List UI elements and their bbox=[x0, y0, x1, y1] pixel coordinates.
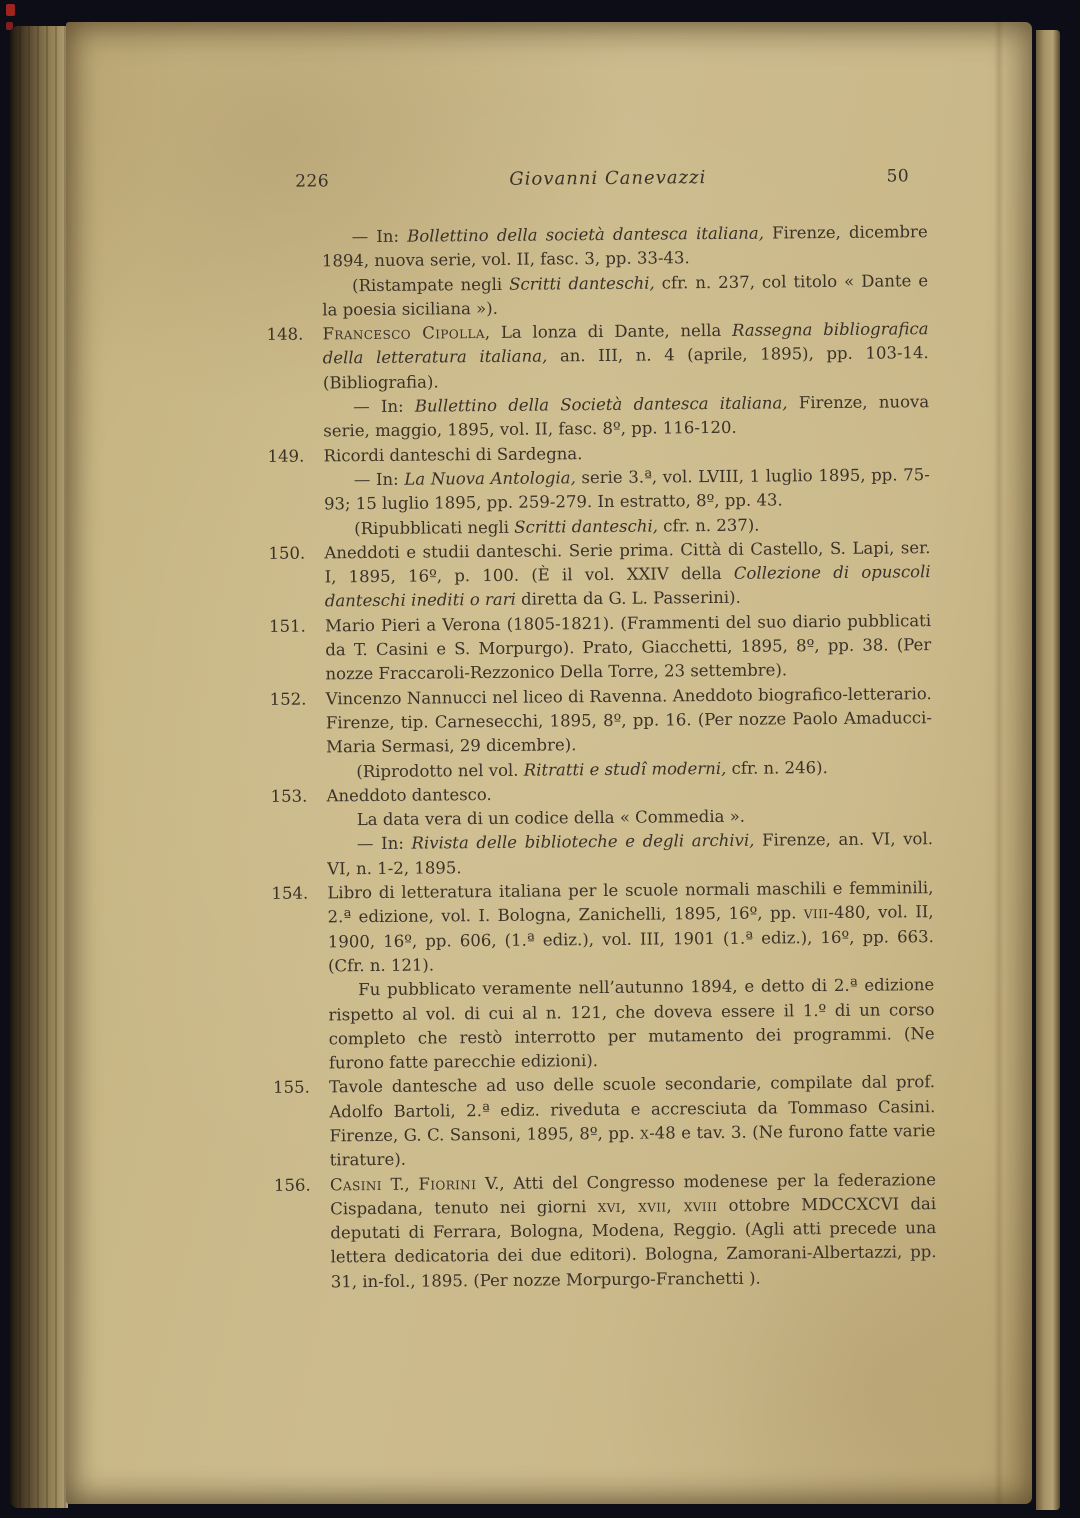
text-segment: Fiorini bbox=[418, 1173, 477, 1194]
text-segment: ottobre MDCCXCVI dai deputati di Ferrara, Bologna, Modena, Reggio. (Agli atti precede una lettera dedicatoria dei due editori). Bologna, Zamorani-Albertazzi, pp. 31, in-fol., 1895. (Per nozze Morpurgo-Franchetti ). bbox=[330, 1193, 937, 1292]
page-header bbox=[265, 165, 927, 192]
folio-number: 50 bbox=[886, 166, 910, 187]
text-segment: Rivista delle biblioteche e degli archivi, bbox=[411, 831, 755, 854]
text-segment: Libro di letteratura italiana per le scuole normali maschili e femminili, 2.ª edizione, vol. I. Bologna, Zanichelli, 1895, 16º, pp. bbox=[327, 878, 934, 927]
text-segment: Aneddoti e studii danteschi. Serie prima. Città di Castello, S. Lapi, ser. I, 1895, 16º, p. 100. (È il vol. XXIV della bbox=[324, 537, 931, 587]
entry-156 bbox=[274, 1168, 937, 1295]
text-segment: (Ristampate negli bbox=[352, 274, 510, 295]
text-segment: diretta da G. L. Passerini). bbox=[515, 588, 741, 610]
text-segment: Collezione di opuscoli danteschi inediti o rari bbox=[324, 562, 931, 611]
text-segment: T., bbox=[381, 1174, 419, 1194]
text-segment: Aneddoto dantesco. bbox=[326, 784, 492, 806]
text-segment: Scritti danteschi, bbox=[509, 273, 655, 294]
text-segment: Francesco Cipolla bbox=[322, 323, 485, 344]
text-segment: Casini bbox=[329, 1174, 382, 1194]
entry-number: 153. bbox=[270, 786, 308, 806]
paragraph bbox=[271, 828, 933, 882]
text-segment: -480, vol. II, 1900, 16º, pp. 606, (1.ª ediz.), vol. III, 1901 (1.ª ediz.), 16º, pp. 663. (Cfr. n. 121). bbox=[327, 902, 934, 976]
page-number: 226 bbox=[295, 171, 330, 192]
text-segment: Firenze, an. VI, vol. VI, n. 1-2, 1895. bbox=[327, 829, 934, 879]
running-title: Giovanni Canevazzi bbox=[509, 167, 707, 190]
text-segment: Firenze, nuova serie, maggio, 1895, vol. II, fasc. 8º, pp. 116-120. bbox=[323, 392, 930, 441]
text-segment: cfr. n. 237, col titolo « Dante e la poesia siciliana »). bbox=[322, 270, 929, 320]
entry-number: 149. bbox=[267, 446, 305, 466]
text-segment: Firenze, dicembre 1894, nuova serie, vol. II, fasc. 3, pp. 33-43. bbox=[321, 222, 928, 271]
text-segment: Bullettino della Società dantesca italiana, bbox=[414, 393, 788, 416]
text-segment: (Ripubblicati negli bbox=[354, 517, 515, 538]
entry-number: 150. bbox=[268, 543, 306, 563]
scan-artifact-red bbox=[6, 4, 15, 16]
entry-150 bbox=[268, 536, 931, 615]
next-page-edge bbox=[1036, 30, 1060, 1510]
text-segment: La data vera di un codice della « Commedia ». bbox=[356, 806, 746, 830]
page-content bbox=[265, 165, 937, 1295]
text-segment: — In: bbox=[353, 469, 405, 490]
text-segment: cfr. n. 237). bbox=[657, 515, 760, 536]
entry-155 bbox=[273, 1070, 936, 1173]
entry-number: 152. bbox=[269, 689, 307, 709]
text-segment: Mario Pieri a Verona (1805-1821). (Frammenti del suo diario pubblicati da T. Casini e S. Morpurgo). Prato, Giacchetti, 1895, 8º, pp. 38. (Per nozze Fraccaroli-Rezzonico Della Torre, 23 settembre). bbox=[324, 610, 932, 684]
paragraph bbox=[272, 973, 935, 1076]
text-segment: cfr. n. 246). bbox=[726, 757, 828, 778]
text-segment: Ritratti e studî moderni, bbox=[523, 758, 727, 780]
text-segment: an. III, n. 4 (aprile, 1895), pp. 103-14. (Bibliografia). bbox=[322, 343, 929, 393]
text-segment: , La lonza di Dante, nella bbox=[484, 321, 733, 343]
paragraph bbox=[266, 220, 928, 274]
paragraph bbox=[268, 463, 930, 517]
entry-number: 154. bbox=[271, 883, 309, 903]
entry-number: 155. bbox=[273, 1077, 310, 1098]
text-segment: xvi, xvii, xviii bbox=[597, 1195, 718, 1216]
text-segment: serie 3.ª, vol. LVIII, 1 luglio 1895, pp. 75-93; 15 luglio 1895, pp. 259-279. In estratto, 8º, pp. 43. bbox=[323, 465, 930, 514]
book-page bbox=[66, 22, 1032, 1504]
entry-152 bbox=[270, 682, 933, 761]
text-segment: Tavole dantesche ad uso delle scuole secondarie, compilate dal prof. Adolfo Bartoli, 2.ª ediz. riveduta e accresciuta da Tommaso Casini. Firenze, G. C. Sansoni, 1895, 8º, pp. bbox=[329, 1072, 936, 1146]
entry-154 bbox=[271, 876, 934, 979]
bibliography-text bbox=[266, 220, 937, 1295]
paragraph bbox=[267, 390, 929, 444]
text-segment: La Nuova Antologia, bbox=[404, 468, 576, 489]
text-segment: — In: bbox=[351, 226, 408, 247]
text-segment: Fu pubblicato veramente nell’autunno 1894, e detto di 2.ª edizione rispetto al vol. di cui al n. 121, che doveva essere il 1.º di un corso completo che restò interrotto per mutamento dei programmi. (Ne furono fatte parecchie edizioni). bbox=[328, 975, 935, 1073]
text-segment: Scritti danteschi, bbox=[514, 516, 659, 537]
text-segment: Bollettino della società dantesca italiana, bbox=[407, 223, 765, 246]
text-segment: (Riprodotto nel vol. bbox=[356, 760, 524, 781]
text-segment: — In: bbox=[353, 396, 415, 417]
book-spine-page-edges bbox=[10, 26, 68, 1508]
entry-number: 148. bbox=[266, 324, 304, 345]
text-segment: viii bbox=[803, 903, 829, 923]
text-segment: — In: bbox=[356, 834, 412, 854]
text-segment: Ricordi danteschi di Sardegna. bbox=[323, 443, 583, 466]
entry-number: 151. bbox=[268, 616, 306, 636]
text-segment: x bbox=[640, 1123, 650, 1143]
entry-148 bbox=[266, 317, 929, 396]
entry-number: 156. bbox=[273, 1175, 311, 1195]
page-crease bbox=[994, 22, 1004, 1504]
text-segment: -48 e tav. 3. (Ne furono fatte varie tirature). bbox=[329, 1121, 936, 1170]
text-segment: Vincenzo Nannucci nel liceo di Ravenna. Aneddoto biografico-letterario. Firenze, tip. Carnesecchi, 1895, 8º, pp. 16. (Per nozze Paolo Amaducci-Maria Sermasi, 29 dicembre). bbox=[325, 683, 932, 757]
entry-151 bbox=[269, 609, 932, 688]
text-segment: Rassegna bibliografica della letteratura italiana, bbox=[322, 319, 929, 368]
paragraph bbox=[266, 269, 928, 323]
text-segment: V., Atti del Congresso modenese per la federazione Cispadana, tenuto nei giorni bbox=[330, 1169, 937, 1219]
